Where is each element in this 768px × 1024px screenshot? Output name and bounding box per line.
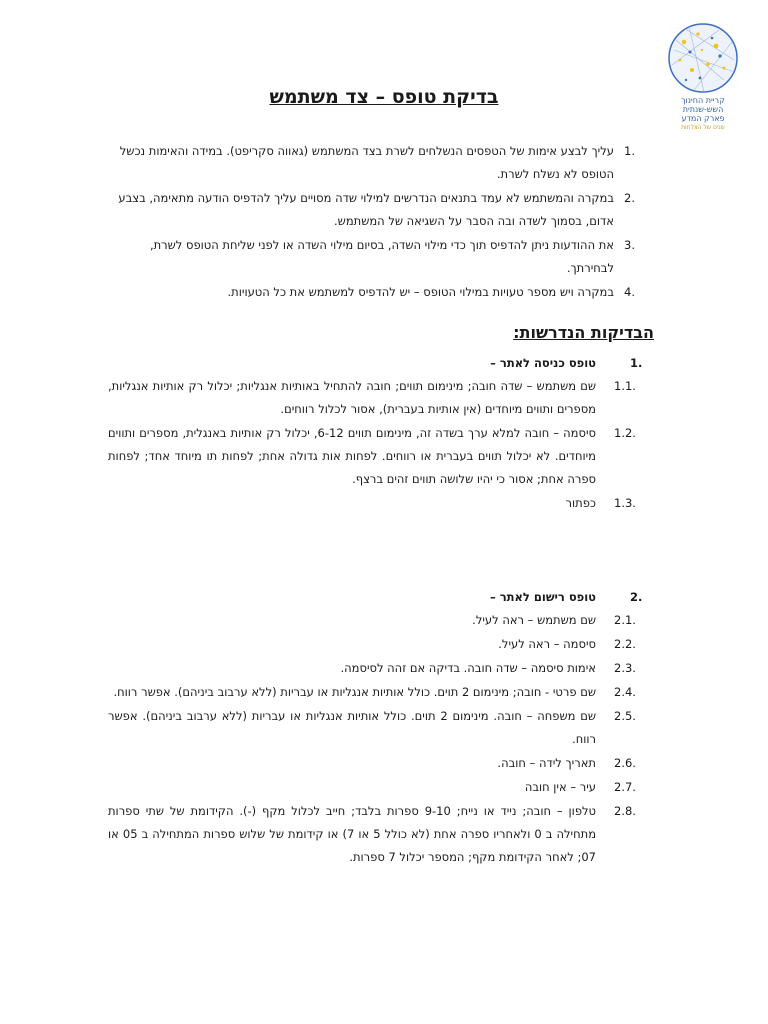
list-item	[108, 776, 654, 799]
page-title: בדיקת טופס – צד משתמש	[269, 86, 499, 108]
list-item	[108, 492, 654, 515]
item-text: טלפון – חובה; נייד או נייח; 9-10 ספרות בלבד; חייב לכלול מקף (-). הקידומת של שתי ספרות מתחילה ב 0 ולאחריו ספרה אחת (לא כולל 5 או 7) או קידומת של שלוש ספרות המתחילה ב 05 או 07; לאחר הקידומת מקף; המספר יכלול 7 ספרות.	[108, 804, 597, 864]
item-number: 2.2.	[614, 637, 636, 651]
item-text: שם משפחה – חובה. מינימום 2 תוים. כולל אותיות אנגליות או עבריות (ללא ערבוב ביניהם). אפשר רווח.	[108, 709, 596, 746]
item-number: 2.	[624, 191, 635, 205]
section-2-list	[108, 586, 654, 870]
item-text: שם פרטי - חובה; מינימום 2 תוים. כולל אותיות אנגליות או עבריות (ללא ערבוב ביניהם). אפשר רווח.	[113, 685, 596, 699]
item-number: 1.3.	[614, 496, 636, 510]
item-number: 2.5.	[614, 709, 636, 723]
item-number: 2.1.	[614, 613, 636, 627]
item-number: 2.7.	[614, 780, 636, 794]
item-number: 1.2.	[614, 426, 636, 440]
item-text: עיר – אין חובה	[524, 780, 596, 794]
section-title: הבדיקות הנדרשות:	[513, 323, 654, 342]
list-item	[108, 375, 654, 421]
item-number: 2.8.	[614, 804, 636, 818]
item-text: במקרה והמשתמש לא עמד בתנאים הנדרשים למילוי שדה מסויים עליך להדפיס הודעה מתאימה, בצבע אדום, בסמוך לשדה ובה הסבר על השגיאה של המשתמש.	[118, 191, 614, 228]
section-heading	[108, 352, 654, 375]
item-text: כפתור	[565, 496, 596, 510]
logo-tagline: שנים של הצלחות	[681, 124, 725, 131]
item-text: שם משתמש – ראה לעיל.	[472, 613, 596, 627]
section-1-list	[108, 352, 654, 516]
heading-text: טופס כניסה לאתר –	[490, 356, 596, 370]
item-number: 4.	[624, 285, 635, 299]
list-item	[108, 705, 654, 751]
item-number: 2.3.	[614, 661, 636, 675]
item-number: 1.	[624, 144, 635, 158]
section-heading	[108, 586, 654, 609]
item-text: במקרה ויש מספר טעויות במילוי הטופס – יש להדפיס למשתמש את כל הטעויות.	[227, 285, 614, 299]
list-item	[108, 140, 654, 186]
intro-list	[108, 140, 654, 305]
list-item	[108, 234, 654, 280]
list-item	[108, 800, 654, 869]
list-item	[108, 281, 654, 304]
list-item	[108, 609, 654, 632]
item-number: 3.	[624, 238, 635, 252]
list-item	[108, 752, 654, 775]
item-number: 2.6.	[614, 756, 636, 770]
list-item	[108, 187, 654, 233]
list-item	[108, 422, 654, 491]
item-number: 2.	[630, 590, 643, 604]
item-text: סיסמה – חובה למלא ערך בשדה זה, מינימום תווים 6-12, יכלול רק אותיות באנגלית, מספרים ותווים מיוחדים. לא יכלול תווים בעברית או רווחים. לפחות אות גדולה אחת; לפחות תו מיוחד אחד; לפחות ספרה אחת; אסור כי יהיו שלושה תווים זהים ברצף.	[108, 426, 596, 486]
heading-text: טופס רישום לאתר –	[490, 590, 596, 604]
item-number: 1.	[630, 356, 643, 370]
item-text: סיסמה – ראה לעיל.	[498, 637, 596, 651]
logo-line: קריית החינוך	[681, 96, 725, 105]
item-number: 2.4.	[614, 685, 636, 699]
list-item	[108, 657, 654, 680]
item-text: שם משתמש – שדה חובה; מינימום תווים; חובה להתחיל באותיות אנגליות; יכלול רק אותיות אנגליות, מספרים ותווים מיוחדים (אין אותיות בעברית), אסור לכלול רווחים.	[108, 379, 596, 416]
list-item	[108, 681, 654, 704]
logo-line: השש-שנתית	[682, 105, 724, 114]
item-text: אימות סיסמה – שדה חובה. בדיקה אם זהה לסיסמה.	[340, 661, 596, 675]
list-item	[108, 633, 654, 656]
item-text: את ההודעות ניתן להדפיס תוך כדי מילוי השדה, בסיום מילוי השדה או לפני שליחת הטופס לשרת, לבחירתך.	[149, 238, 614, 275]
logo-line: פארק המדע	[681, 114, 725, 123]
item-text: עליך לבצע אימות של הטפסים הנשלחים לשרת בצד המשתמש (גאווה סקריפט). במידה והאימות נכשל הטופס לא נשלח לשרת.	[119, 144, 614, 181]
item-number: 1.1.	[614, 379, 636, 393]
item-text: תאריך לידה – חובה.	[497, 756, 596, 770]
